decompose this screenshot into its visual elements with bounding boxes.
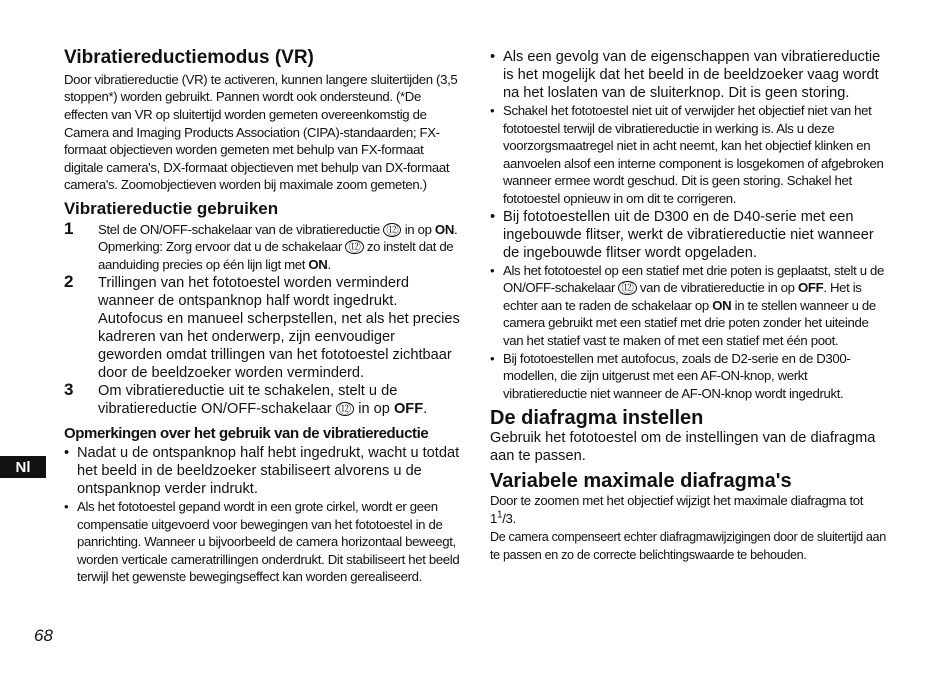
step-text: Trillingen van het fototoestel worden verminderd wanneer de ontspanknop half wordt ingedrukt. Autofocus en manueel scherpstellen, net als het precies kadreren van het onderwerp, zijn eenvoudiger geworden omdat trillingen van het fototoestel zichtbaar door de beeldzoeker worden verminderd.	[98, 274, 460, 381]
bullet-text: in te stellen wanneer u de camera gebruikt met een statief met drie poten zonder het uiteinde van het statief vast te maken of met een statief met één poot.	[503, 297, 876, 348]
off-keyword: OFF	[393, 400, 424, 417]
vr-switch-icon: ⑫	[383, 223, 401, 237]
bullet-text: Als het fototoestel op een statief met drie poten is geplaatst, stelt u de ON/OFF-schakelaar	[503, 262, 884, 296]
step-text: in op	[404, 221, 432, 237]
off-keyword: OFF	[797, 280, 824, 296]
language-tab: Nl	[0, 456, 46, 478]
step-text: in op	[358, 400, 390, 417]
fraction-numerator: 1	[496, 509, 503, 521]
steps-list	[64, 218, 460, 418]
use-vr-title: Vibratiereductie gebruiken	[64, 199, 279, 219]
list-item: • Schakel het fototoestel niet uit of verwijder het objectief niet van het fototoestel terwijl de vibratiereductie in werking is. Als u deze voorzorgsmaatregel niet in acht neemt, kan het objectief klinken en aanvoelen alsof een interne component is losgekomen of afgebroken wanneer ermee wordt geschud. Dit is geen storing. Schakel het fototoestel opnieuw in om dit te corrigeren.	[490, 102, 888, 208]
step-text: zo instelt dat de aanduiding precies op één lijn ligt met	[98, 239, 454, 272]
step-text: Om vibratiereductie uit te schakelen, stelt u de vibratiereductie ON/OFF-schakelaar	[98, 382, 398, 417]
list-item: • Bij fototoestellen uit de D300 en de D40-serie met een ingebouwde flitser, werkt de vibratiereductie niet wanneer de ingebouwde flitser wordt opgeladen.	[490, 208, 888, 262]
list-item: • Nadat u de ontspanknop half hebt ingedrukt, wacht u totdat het beeld in de beeldzoeker stabiliseert alvorens u de ontspanknop verder indrukt.	[64, 444, 460, 498]
step-number: 1	[64, 218, 74, 238]
list-item: • Als het fototoestel gepand wordt in een grote cirkel, wordt er geen compensatie uitgevoerd voor bewegingen van het fototoestel in de panrichting. Wanneer u bijvoorbeeld de camera horizontaal beweegt, worden verticale cameratrillingen onderdrukt. Dit stabiliseert het beeld terwijl het gewenste bewegingseffect kan worden gerealiseerd.	[64, 498, 460, 586]
step-text: .	[423, 400, 428, 417]
vr-intro-text: Door vibratiereductie (VR) te activeren, kunnen langere sluitertijden (3,5 stoppen*) worden gebruikt. Pannen wordt ook ondersteund. (*De effecten van VR op sluitertijd worden gemeten overeenkomstig de Camera and Imaging Products Association (CIPA)-standaarden; FX-formaat objectieven worden gemeten met behulp van FX-formaat digitale camera's, DX-formaat objectieven met behulp van DX-formaat camera's. Zoomobjectieven worden bij maximale zoom gemeten.)	[64, 71, 458, 193]
variable-aperture-note: De camera compenseert echter diafragmawijzigingen door de sluitertijd aan te passen en zo de correcte belichtingswaarde te behouden.	[490, 529, 886, 562]
right-column	[490, 48, 888, 564]
on-keyword: ON	[712, 297, 732, 313]
step-1	[64, 218, 460, 274]
on-keyword: ON	[308, 256, 328, 272]
step-number: 2	[64, 271, 74, 291]
notes-list	[64, 444, 460, 586]
step-number: 3	[64, 379, 74, 399]
step-3	[64, 379, 460, 418]
left-column	[64, 48, 460, 586]
step-text: .	[327, 256, 331, 272]
variable-aperture-title: Variabele maximale diafragma's	[490, 470, 792, 493]
bullet-text: . Het is echter aan te raden de schakelaar op	[503, 280, 862, 313]
page-number: 68	[34, 626, 53, 645]
on-keyword: ON	[434, 221, 454, 237]
notes-title: Opmerkingen over het gebruik van de vibratiereductie	[64, 424, 429, 442]
vr-bullets-list	[490, 48, 888, 402]
step-text: Stel de ON/OFF-schakelaar van de vibratiereductie	[98, 221, 380, 237]
variable-aperture-text	[490, 492, 888, 527]
aperture-text: Gebruik het fototoestel om de instellingen van de diafragma aan te passen.	[490, 430, 876, 465]
aperture-text-a: Door te zoomen met het objectief wijzigt het maximale diafragma tot 1	[490, 493, 864, 526]
vr-section-title: Vibratiereductiemodus (VR)	[64, 47, 314, 68]
aperture-title: De diafragma instellen	[490, 407, 704, 430]
vr-switch-icon: ⑫	[345, 240, 363, 254]
list-item	[490, 262, 888, 350]
bullet-text: van de vibratiereductie in op	[639, 280, 795, 296]
aperture-text-b: /3.	[502, 510, 516, 526]
list-item: • Als een gevolg van de eigenschappen van vibratiereductie is het mogelijk dat het beeld in de beeldzoeker vaag wordt na het loslaten van de sluiterknop. Dit is geen storing.	[490, 48, 888, 102]
list-item: • Bij fototoestellen met autofocus, zoals de D2-serie en de D300-modellen, die zijn uitgerust met een AF-ON-knop, werkt vibratiereductie niet wanneer de AF-ON-knop wordt ingedrukt.	[490, 350, 888, 403]
vr-switch-icon: ⑫	[336, 402, 355, 416]
step-2	[64, 271, 460, 382]
step-text: . Opmerking: Zorg ervoor dat u de schakelaar	[98, 221, 458, 255]
vr-switch-icon: ⑫	[618, 281, 636, 295]
